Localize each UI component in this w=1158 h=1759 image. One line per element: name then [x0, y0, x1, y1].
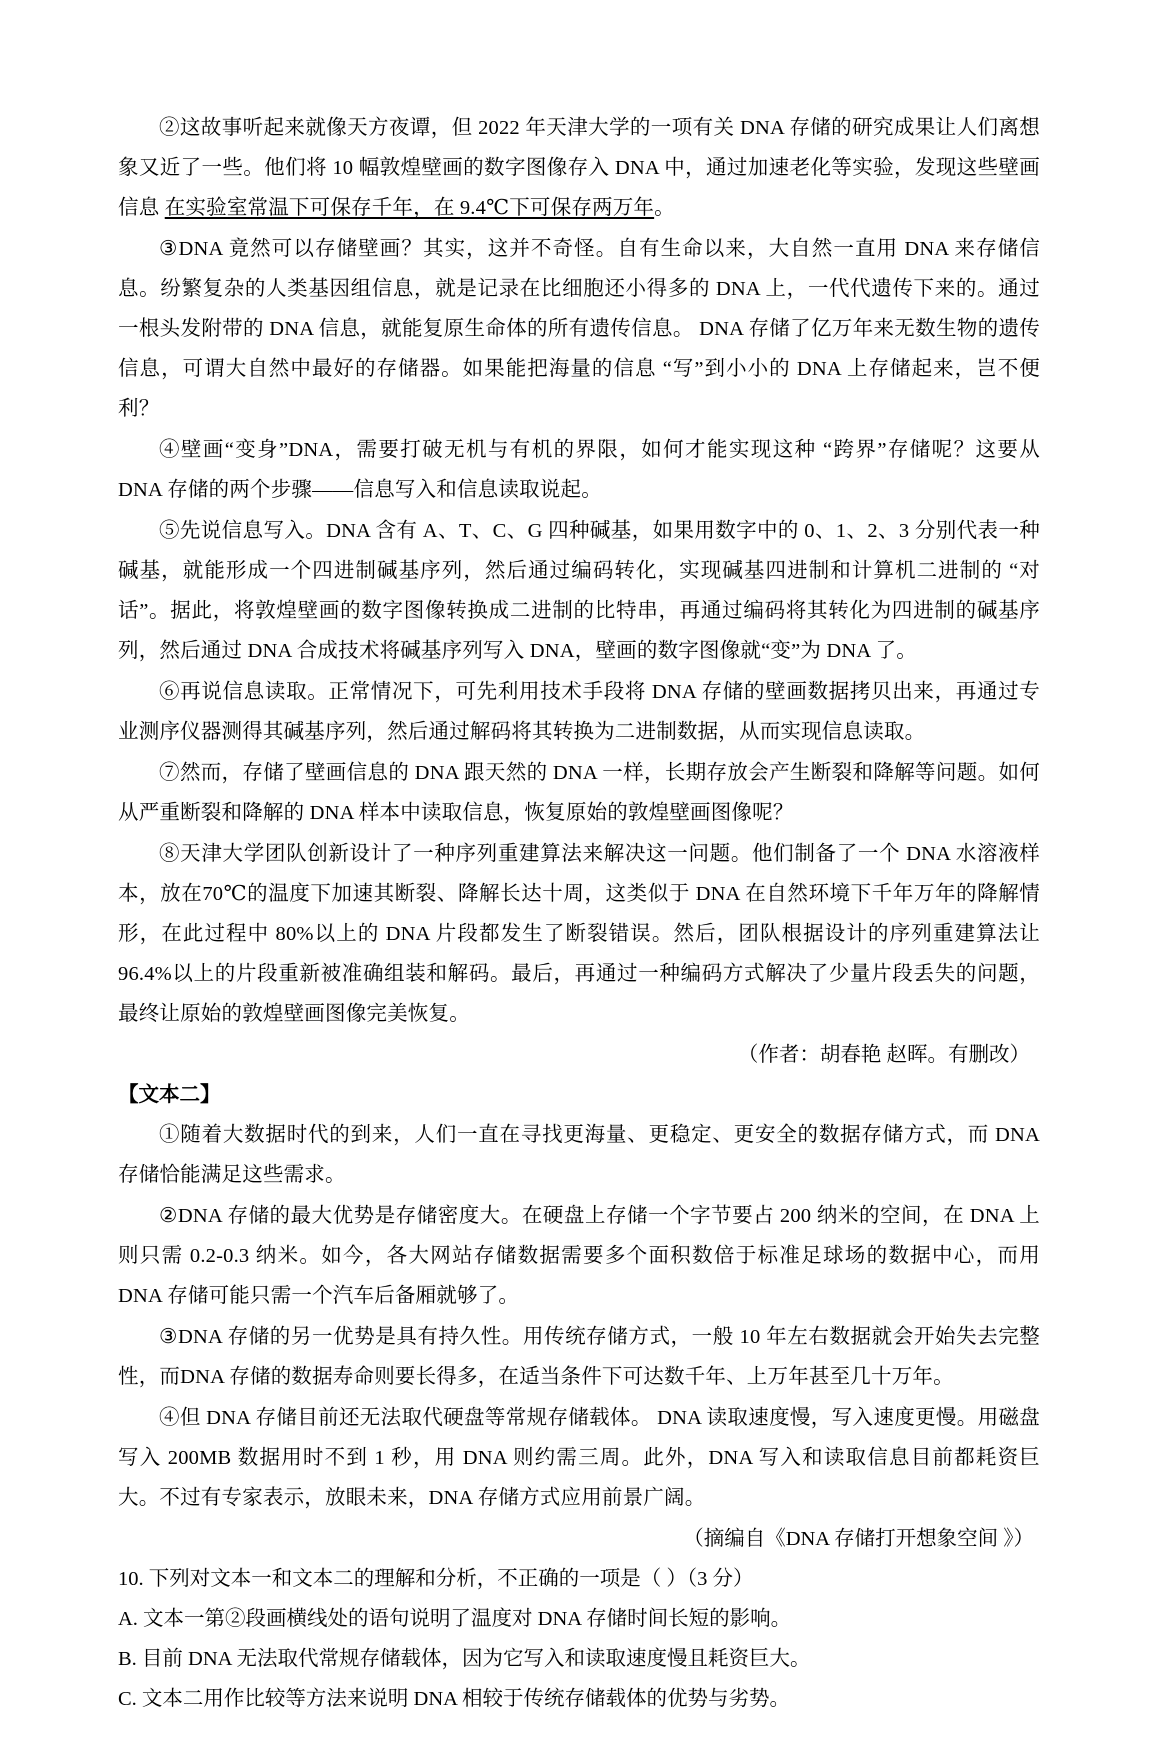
paragraph-2-underlined-text: 在实验室常温下可保存千年，在 9.4℃下可保存两万年 [164, 197, 655, 219]
text-two-heading: 【文本二】 [118, 1084, 221, 1106]
paragraph-2 [118, 108, 1040, 228]
text-two-paragraph-3: ③DNA 存储的另一优势是具有持久性。用传统存储方式，一般 10 年左右数据就会开始失去完整性，而DNA 存储的数据寿命则要长得多，在适当条件下可达数千年、上万年甚至几十万年。 [118, 1326, 1040, 1388]
paragraph-6: ⑥再说信息读取。正常情况下，可先利用技术手段将 DNA 存储的壁画数据拷贝出来，再通过专业测序仪器测得其碱基序列，然后通过解码将其转换为二进制数据，从而实现信息读取。 [118, 681, 1040, 743]
question-stem: 10. 下列对文本一和文本二的理解和分析，不正确的一项是（ ）（3 分） [118, 1568, 754, 1590]
paragraph-8: ⑧天津大学团队创新设计了一种序列重建算法来解决这一问题。他们制备了一个 DNA 水溶液样本，放在70℃的温度下加速其断裂、降解长达十周，这类似于 DNA 在自然环境下千年万年的降解情形，在此过程中 80%以上的 DNA 片段都发生了断裂错误。然后，团队根据设计的序列重建算法让 96.4%以上的片段重新被准确组装和解码。最后，再通过一种编码方式解决了少量片段丢失的问题，最终让原始的敦煌壁画图像完美恢复。 [118, 843, 1040, 1025]
paragraph-3: ③DNA 竟然可以存储壁画？其实，这并不奇怪。自有生命以来，大自然一直用 DNA 来存储信息。纷繁复杂的人类基因组信息，就是记录在比细胞还小得多的 DNA 上，一代代遗传下来的。通过一根头发附带的 DNA 信息，就能复原生命体的所有遗传信息。 DNA 存储了亿万年来无数生物的遗传信息，可谓大自然中最好的存储器。如果能把海量的信息 “写”到小小的 DNA 上存储起来，岂不便利？ [118, 238, 1040, 420]
paragraph-5: ⑤先说信息写入。DNA 含有 A、T、C、G 四种碱基，如果用数字中的 0、1、2、3 分别代表一种碱基，就能形成一个四进制碱基序列，然后通过编码转化，实现碱基四进制和计算机二进制的 “对话”。据此，将敦煌壁画的数字图像转换成二进制的比特串，再通过编码将其转化为四进制的碱基序列，然后通过 DNA 合成技术将碱基序列写入 DNA，壁画的数字图像就“变”为 DNA 了。 [118, 520, 1040, 662]
text-one-attribution: （作者：胡春艳 赵晖。有删改） [737, 1044, 1030, 1066]
text-two-attribution: （摘编自《DNA 存储打开想象空间 》） [683, 1528, 1034, 1550]
paragraph-7: ⑦然而，存储了壁画信息的 DNA 跟天然的 DNA 一样，长期存放会产生断裂和降解等问题。如何从严重断裂和降解的 DNA 样本中读取信息，恢复原始的敦煌壁画图像呢？ [118, 762, 1040, 824]
question-option-c[interactable]: C. 文本二用作比较等方法来说明 DNA 相较于传统存储载体的优势与劣势。 [118, 1688, 790, 1710]
question-option-b[interactable]: B. 目前 DNA 无法取代常规存储载体，因为它写入和读取速度慢且耗资巨大。 [118, 1648, 811, 1670]
text-two-paragraph-4: ④但 DNA 存储目前还无法取代硬盘等常规存储载体。 DNA 读取速度慢，写入速度更慢。用磁盘写入 200MB 数据用时不到 1 秒，用 DNA 则约需三周。此外，DNA 写入和读取信息目前都耗资巨大。不过有专家表示，放眼未来，DNA 存储方式应用前景广阔。 [118, 1407, 1040, 1509]
question-option-a[interactable]: A. 文本一第②段画横线处的语句说明了温度对 DNA 存储时间长短的影响。 [118, 1608, 792, 1630]
paragraph-2-text-part1: ②这故事听起来就像天方夜谭，但 2022 年天津大学的一项有关 DNA 存储的研究成果让人们离想象又近了一些。他们将 10 幅敦煌壁画的数字图像存入 DNA 中，通过加速老化等实验，发现这些壁画信息 [118, 117, 1040, 219]
paragraph-2-text-part2: 。 [654, 197, 675, 219]
text-two-paragraph-1: ①随着大数据时代的到来，人们一直在寻找更海量、更稳定、更安全的数据存储方式，而 DNA 存储恰能满足这些需求。 [118, 1124, 1040, 1186]
text-two-paragraph-2: ②DNA 存储的最大优势是存储密度大。在硬盘上存储一个字节要占 200 纳米的空间，在 DNA 上则只需 0.2-0.3 纳米。如今，各大网站存储数据需要多个面积数倍于标准足球场的数据中心，而用 DNA 存储可能只需一个汽车后备厢就够了。 [118, 1205, 1040, 1307]
paragraph-4: ④壁画“变身”DNA，需要打破无机与有机的界限，如何才能实现这种 “跨界”存储呢？这要从 DNA 存储的两个步骤——信息写入和信息读取说起。 [118, 439, 1040, 501]
